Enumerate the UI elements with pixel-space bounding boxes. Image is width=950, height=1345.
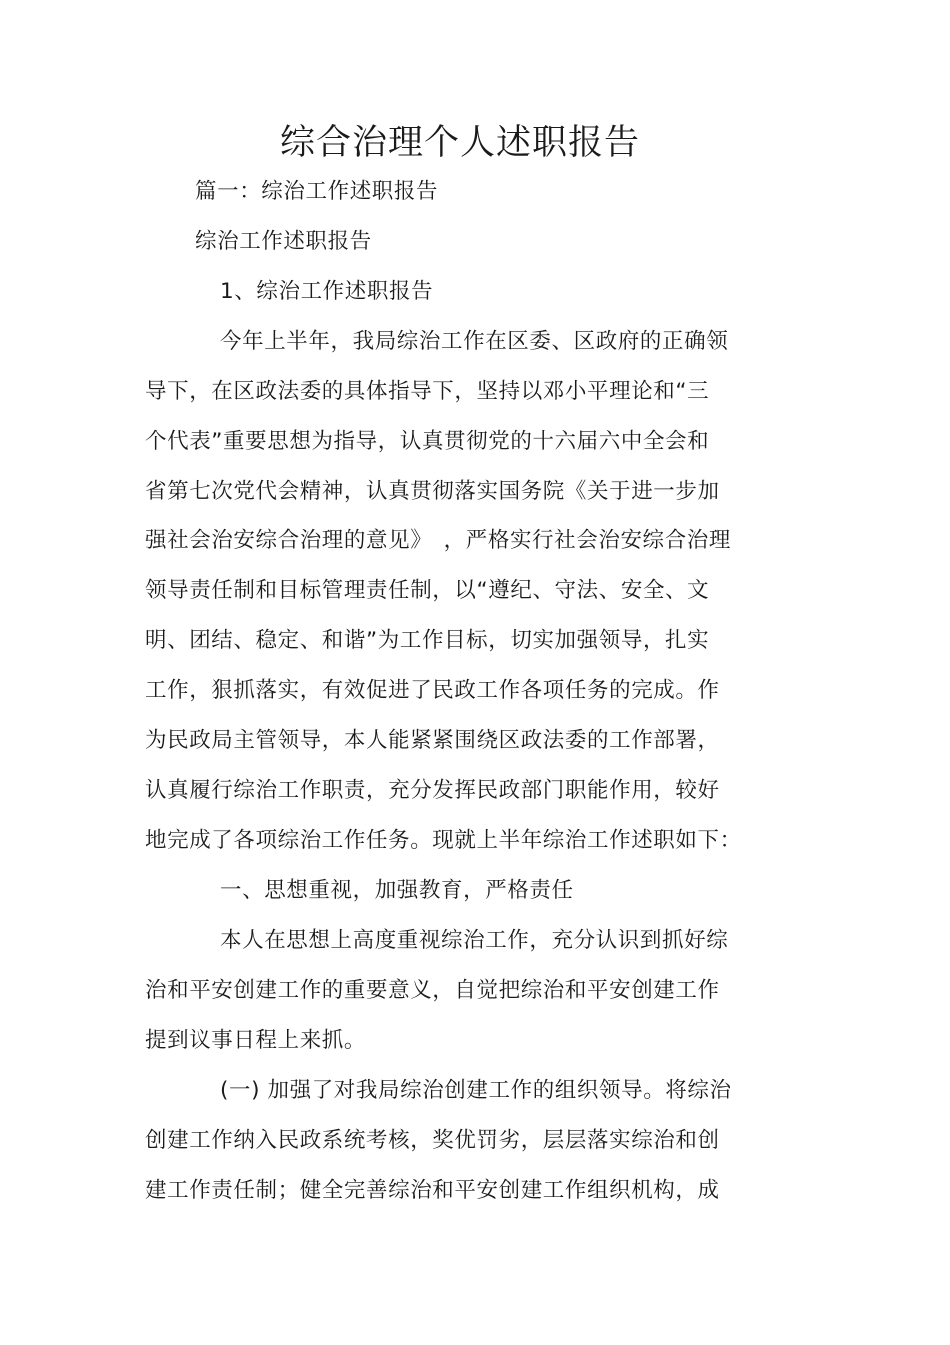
paragraph-line: 本人在思想上高度重视综治工作，充分认识到抓好综 <box>220 928 729 953</box>
numbered-heading: 1、综治工作述职报告 <box>220 279 434 304</box>
paragraph-line: 领导责任制和目标管理责任制，以“遵纪、守法、安全、文 <box>145 578 710 603</box>
section-heading: 一、思想重视，加强教育，严格责任 <box>220 878 574 903</box>
paragraph-line: 提到议事日程上来抓。 <box>145 1028 367 1053</box>
paragraph-line: 为民政局主管领导，本人能紧紧围绕区政法委的工作部署， <box>145 728 720 753</box>
paragraph-line: (一) 加强了对我局综治创建工作的组织领导。将综治 <box>220 1078 732 1103</box>
paragraph-line: 明、团结、稳定、和谐”为工作目标，切实加强领导，扎实 <box>145 628 710 653</box>
paragraph-line: 导下，在区政法委的具体指导下，坚持以邓小平理论和“三 <box>145 379 710 404</box>
document-title: 综合治理个人述职报告 <box>279 123 640 163</box>
paragraph-line: 认真履行综治工作职责，充分发挥民政部门职能作用，较好 <box>145 778 720 803</box>
paragraph-line: 创建工作纳入民政系统考核，奖优罚劣，层层落实综治和创 <box>145 1128 720 1153</box>
paragraph-line: 强社会治安综合治理的意见》 ，严格实行社会治安综合治理 <box>145 528 731 553</box>
paragraph-line: 治和平安创建工作的重要意义，自觉把综治和平安创建工作 <box>145 978 720 1003</box>
paragraph-line: 建工作责任制；健全完善综治和平安创建工作组织机构，成 <box>145 1178 720 1203</box>
paragraph-line: 工作，狠抓落实，有效促进了民政工作各项任务的完成。作 <box>145 678 720 703</box>
paragraph-line: 今年上半年，我局综治工作在区委、区政府的正确领 <box>220 329 729 354</box>
paragraph-line: 个代表”重要思想为指导，认真贯彻党的十六届六中全会和 <box>145 429 710 454</box>
paragraph-line: 地完成了各项综治工作任务。现就上半年综治工作述职如下： <box>145 828 742 853</box>
subheading: 综治工作述职报告 <box>195 229 372 254</box>
section-heading: 篇一：综治工作述职报告 <box>195 179 439 204</box>
paragraph-line: 省第七次党代会精神，认真贯彻落实国务院《关于进一步加 <box>145 479 720 504</box>
